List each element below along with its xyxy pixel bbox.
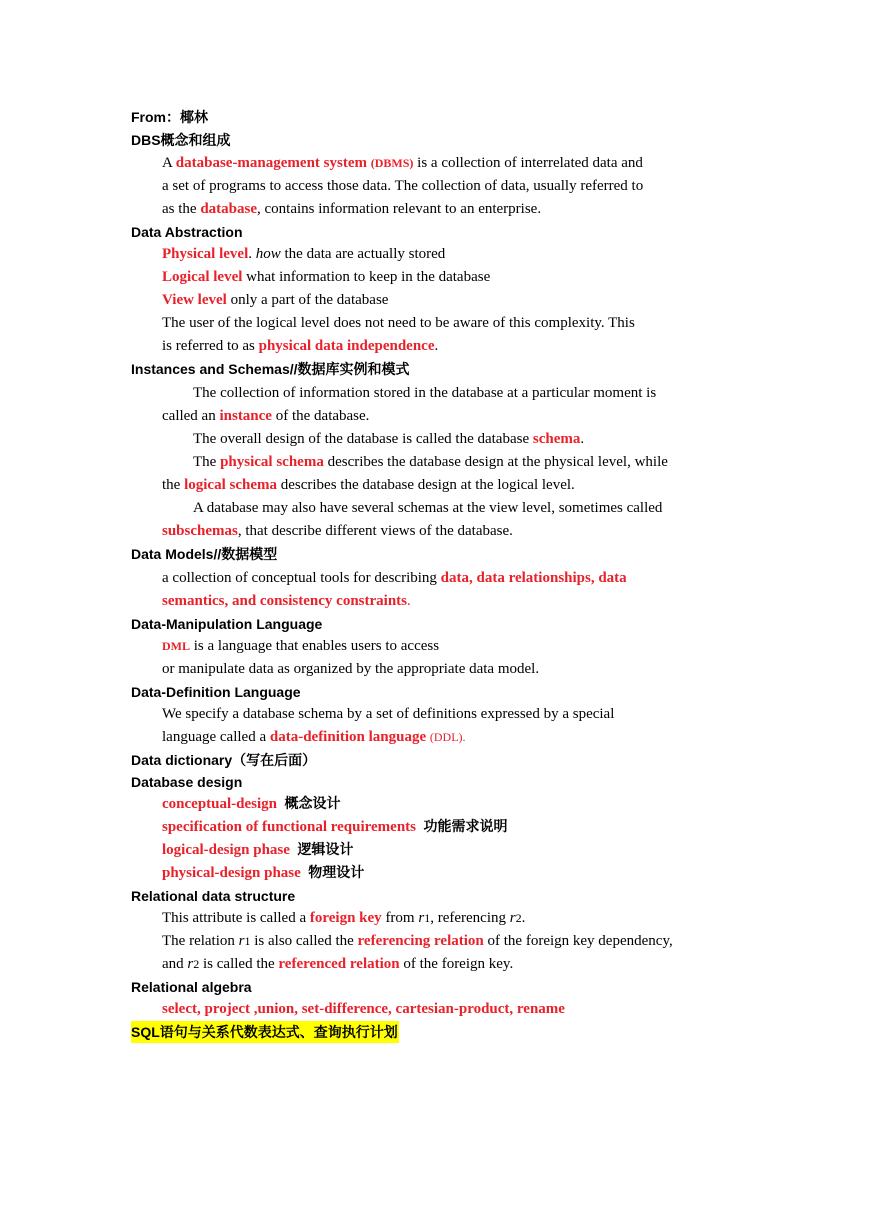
text: and	[162, 956, 188, 972]
design-term: physical-design phase	[162, 865, 301, 881]
term-dbms-abbr: (DBMS)	[370, 156, 414, 170]
text: the	[162, 477, 185, 493]
dml-line-1	[131, 635, 751, 658]
text: of the database.	[271, 408, 370, 424]
var-sub: 2	[515, 911, 522, 925]
term-ddl: data-definition language	[269, 729, 430, 745]
section-heading-design: Database design	[131, 774, 243, 790]
var: r	[238, 933, 245, 949]
section-heading-models: Data Models//数据模型	[131, 546, 278, 562]
term-dml: DML	[162, 639, 190, 653]
text: This attribute is called a	[162, 910, 310, 926]
section-heading-algebra: Relational algebra	[131, 979, 252, 995]
term-logical-schema: logical schema	[184, 477, 277, 493]
term-physical-schema: physical schema	[220, 454, 324, 470]
text: describes the database design at the physical level, while	[323, 454, 668, 470]
design-term: conceptual-design	[162, 796, 278, 812]
text: .	[434, 338, 439, 354]
instances-line-5	[131, 474, 751, 497]
var: r	[187, 956, 194, 972]
sql-highlighted-heading: SQL语句与关系代数表达式、查询执行计划	[131, 1021, 399, 1043]
models-line-1	[131, 567, 751, 590]
text: the data are actually stored	[280, 246, 446, 262]
term-instance: instance	[219, 408, 272, 424]
text: of the foreign key dependency,	[483, 933, 673, 949]
term-dbms: database-management system	[175, 155, 371, 171]
algebra-ops	[131, 998, 751, 1021]
models-line-2	[131, 590, 751, 613]
logical-level-line	[131, 266, 751, 289]
text: .	[580, 431, 585, 447]
design-zh: 逻辑设计	[297, 842, 354, 858]
text: a collection of conceptual tools for describing	[162, 570, 441, 586]
text: what information to keep in the database	[242, 269, 491, 285]
dml-line-2: or manipulate data as organized by the appropriate data model.	[162, 661, 540, 677]
text-italic: how	[255, 246, 281, 262]
term-data-relationships: data, data relationships, data	[440, 570, 627, 586]
relational-line-1	[131, 907, 751, 930]
text: , referencing	[430, 910, 510, 926]
section-heading-dml: Data-Manipulation Language	[131, 616, 323, 632]
term-logical-level: Logical level	[162, 269, 243, 285]
var-sub: 2	[193, 957, 200, 971]
var-sub: 1	[424, 911, 431, 925]
section-heading-dbs: DBS概念和组成	[131, 132, 231, 148]
term-algebra-ops: select, project ,union, set-difference, cartesian-product, rename	[162, 1001, 565, 1017]
var: r	[418, 910, 425, 926]
text: is referred to as	[162, 338, 259, 354]
section-heading-abstraction: Data Abstraction	[131, 224, 243, 240]
term-subschemas: subschemas	[162, 523, 238, 539]
section-heading-relational: Relational data structure	[131, 888, 296, 904]
sql-heading-line	[131, 1021, 751, 1043]
term-referenced-relation: referenced relation	[278, 956, 400, 972]
relational-line-3	[131, 953, 751, 976]
ddl-line-1: We specify a database schema by a set of definitions expressed by a special	[162, 706, 615, 722]
text: is a language that enables users to access	[190, 638, 440, 654]
text: The	[193, 454, 221, 470]
text: only a part of the database	[226, 292, 389, 308]
term-view-level: View level	[162, 292, 227, 308]
dbs-line-2: a set of programs to access those data. The collection of data, usually referred to	[162, 178, 644, 194]
design-zh: 功能需求说明	[423, 819, 508, 835]
text: language called a	[162, 729, 270, 745]
text: is called the	[199, 956, 279, 972]
text: .	[521, 910, 526, 926]
term-schema: schema	[532, 431, 581, 447]
text: describes the database design at the logical level.	[276, 477, 575, 493]
document-page	[131, 106, 751, 1043]
instances-line-3	[131, 428, 751, 451]
physical-level-line	[131, 243, 751, 266]
ddl-line-2	[131, 726, 751, 749]
from-label: From：	[131, 109, 180, 125]
text: , contains information relevant to an enterprise.	[257, 201, 542, 217]
term-semantics: semantics, and consistency constraints	[162, 593, 408, 609]
from-source: 椰林	[180, 109, 208, 125]
view-level-line	[131, 289, 751, 312]
design-item	[131, 816, 751, 839]
var-sub: 1	[244, 934, 251, 948]
text: is also called the	[250, 933, 358, 949]
section-heading-ddl: Data-Definition Language	[131, 684, 301, 700]
text: .	[248, 246, 256, 262]
text: is a collection of interrelated data and	[413, 155, 643, 171]
design-zh: 物理设计	[308, 865, 365, 881]
section-heading-dictionary: Data dictionary（写在后面）	[131, 752, 317, 768]
instances-line-1: The collection of information stored in the database at a particular moment is	[193, 385, 657, 401]
relational-line-2	[131, 930, 751, 953]
text: , that describe different views of the database.	[237, 523, 513, 539]
dbs-line-1	[131, 152, 751, 175]
term-database: database	[200, 201, 258, 217]
var: r	[509, 910, 516, 926]
text: of the foreign key.	[399, 956, 514, 972]
design-term: specification of functional requirements	[162, 819, 417, 835]
abstraction-note-2	[131, 335, 751, 358]
text: .	[407, 593, 411, 609]
instances-line-7	[131, 520, 751, 543]
from-line	[131, 106, 751, 129]
section-heading-instances: Instances and Schemas//数据库实例和模式	[131, 361, 410, 377]
design-item	[131, 839, 751, 862]
text: A	[162, 155, 176, 171]
instances-line-4	[131, 451, 751, 474]
text: The relation	[162, 933, 239, 949]
text: as the	[162, 201, 201, 217]
term-ddl-abbr: (DDL).	[429, 730, 466, 744]
text: The overall design of the database is called the database	[193, 431, 533, 447]
design-item	[131, 862, 751, 885]
design-term: logical-design phase	[162, 842, 290, 858]
instances-line-6: A database may also have several schemas at the view level, sometimes called	[193, 500, 663, 516]
design-item	[131, 793, 751, 816]
text: called an	[162, 408, 220, 424]
dbs-line-3	[131, 198, 751, 221]
design-zh: 概念设计	[284, 796, 341, 812]
term-foreign-key: foreign key	[309, 910, 382, 926]
instances-line-2	[131, 405, 751, 428]
abstraction-note-1: The user of the logical level does not need to be aware of this complexity. This	[162, 315, 635, 331]
term-physical-data-independence: physical data independence	[258, 338, 435, 354]
text: from	[381, 910, 419, 926]
term-physical-level: Physical level	[162, 246, 249, 262]
term-referencing-relation: referencing relation	[357, 933, 484, 949]
